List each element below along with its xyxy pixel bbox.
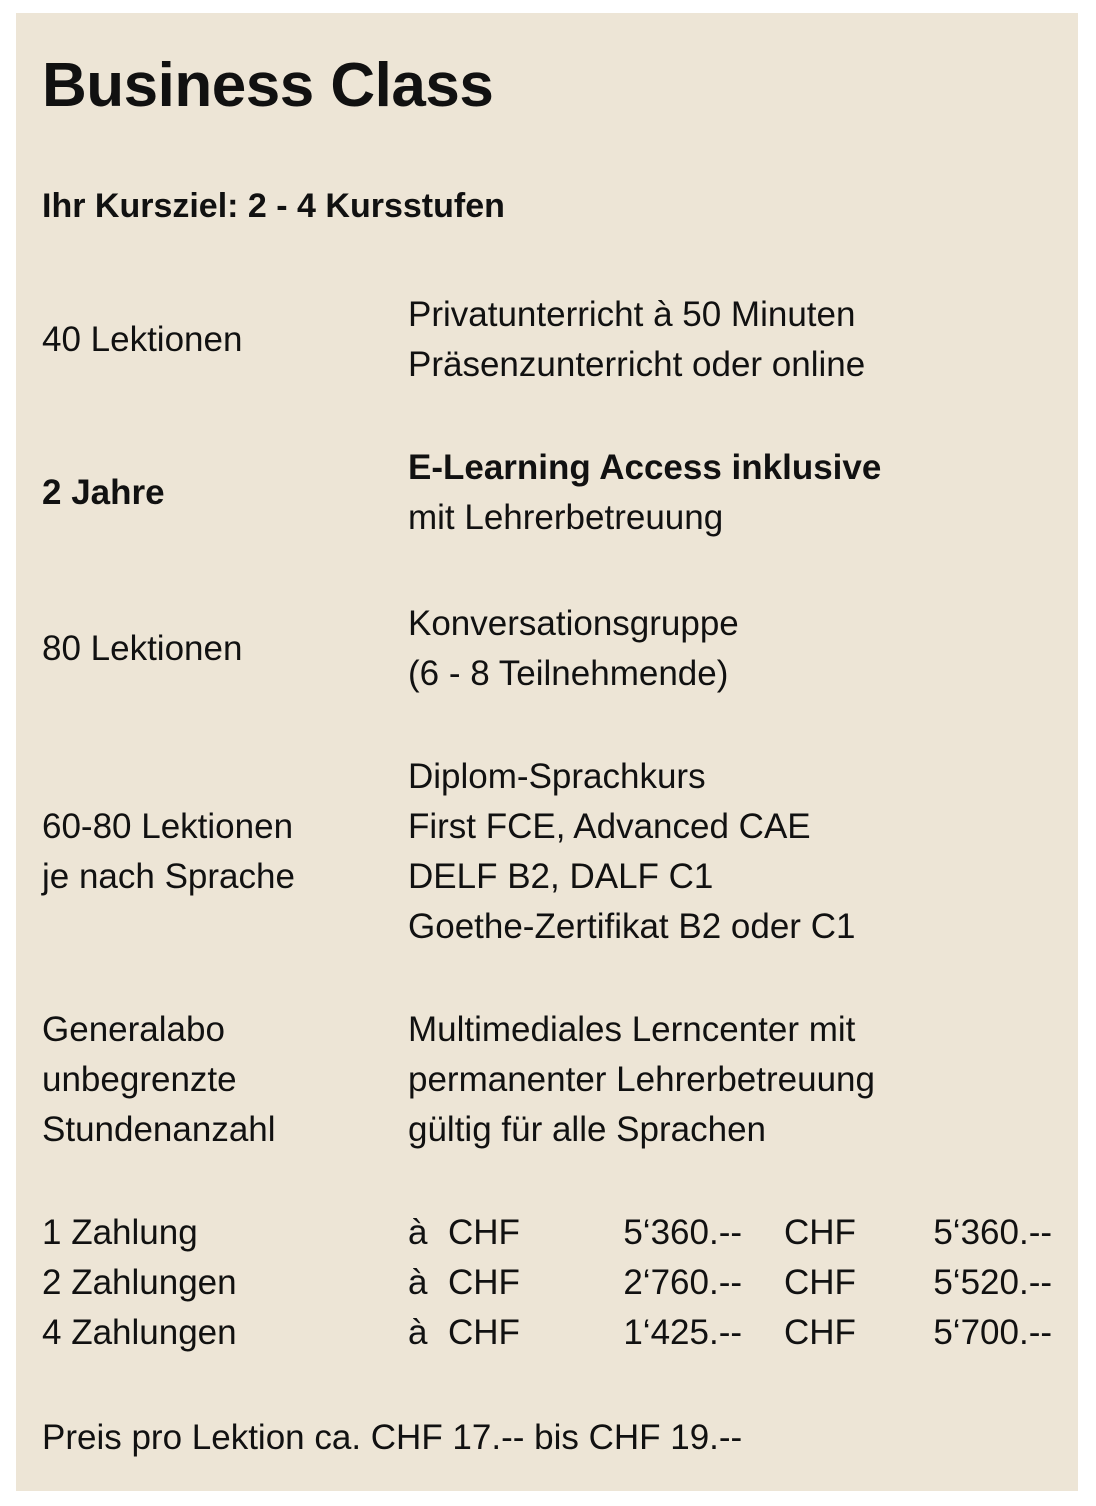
feature-description-line: Goethe-Zertifikat B2 oder C1 (408, 907, 856, 946)
feature-quantity (42, 1005, 408, 1155)
payment-total-currency: CHF (784, 1313, 856, 1352)
feature-row-conversation-group (42, 599, 1052, 699)
payment-row (42, 1308, 1052, 1358)
course-info-card (16, 13, 1078, 1491)
payment-currency: CHF (448, 1263, 520, 1302)
payment-amount: 1‘425.-- (623, 1313, 742, 1352)
course-goal-subtitle: Ihr Kursziel: 2 - 4 Kursstufen (42, 187, 505, 225)
payment-total: 5‘520.-- (933, 1263, 1052, 1302)
feature-description-line: E-Learning Access inklusive (408, 448, 882, 487)
feature-description (408, 752, 855, 952)
feature-description (408, 443, 881, 543)
feature-quantity-line: 80 Lektionen (42, 629, 243, 668)
feature-description-line: (6 - 8 Teilnehmende) (408, 654, 729, 693)
feature-description (408, 290, 865, 390)
feature-quantity (42, 624, 408, 674)
payment-each-prefix: à (408, 1263, 428, 1302)
payment-currency: CHF (448, 1213, 520, 1252)
payment-currency: CHF (448, 1313, 520, 1352)
feature-quantity (42, 468, 408, 518)
feature-description-line: permanenter Lehrerbetreuung (408, 1060, 875, 1099)
feature-description-line: Konversationsgruppe (408, 604, 739, 643)
payment-total: 5‘360.-- (933, 1213, 1052, 1252)
payment-amount: 5‘360.-- (623, 1213, 742, 1252)
feature-row-private-lessons (42, 290, 1052, 390)
payment-each-prefix: à (408, 1213, 428, 1252)
payment-each-prefix: à (408, 1313, 428, 1352)
feature-quantity-line: 2 Jahre (42, 473, 165, 512)
payment-row (42, 1208, 1052, 1258)
feature-description (408, 599, 739, 699)
feature-row-diploma-course (42, 752, 1052, 952)
payment-row (42, 1258, 1052, 1308)
feature-quantity-line: 40 Lektionen (42, 320, 243, 359)
feature-quantity-line: 60-80 Lektionen (42, 807, 294, 846)
feature-description (408, 1005, 875, 1155)
page-title: Business Class (42, 51, 494, 120)
payment-amount: 2‘760.-- (623, 1263, 742, 1302)
feature-quantity-line: Generalabo (42, 1010, 225, 1049)
feature-quantity (42, 802, 408, 902)
feature-description-line: gültig für alle Sprachen (408, 1110, 766, 1149)
feature-quantity (42, 315, 408, 365)
feature-description-line: Privatunterricht à 50 Minuten (408, 295, 856, 334)
payment-total-currency: CHF (784, 1213, 856, 1252)
feature-description-line: mit Lehrerbetreuung (408, 498, 724, 537)
payment-label: 4 Zahlungen (42, 1313, 237, 1352)
price-per-lesson-note: Preis pro Lektion ca. CHF 17.-- bis CHF 19.-- (42, 1418, 743, 1457)
feature-description-line: Präsenzunterricht oder online (408, 345, 866, 384)
feature-quantity-line: je nach Sprache (42, 857, 295, 896)
feature-description-line: DELF B2, DALF C1 (408, 857, 714, 896)
feature-row-elearning (42, 443, 1052, 543)
feature-quantity-line: Stundenanzahl (42, 1110, 276, 1149)
feature-description-line: Multimediales Lerncenter mit (408, 1010, 856, 1049)
payment-label: 1 Zahlung (42, 1213, 198, 1252)
payment-total-currency: CHF (784, 1263, 856, 1302)
payment-label: 2 Zahlungen (42, 1263, 237, 1302)
feature-row-general-pass (42, 1005, 1052, 1155)
feature-description-line: First FCE, Advanced CAE (408, 807, 811, 846)
feature-description-line: Diplom-Sprachkurs (408, 757, 706, 796)
payment-total: 5‘700.-- (933, 1313, 1052, 1352)
feature-quantity-line: unbegrenzte (42, 1060, 237, 1099)
